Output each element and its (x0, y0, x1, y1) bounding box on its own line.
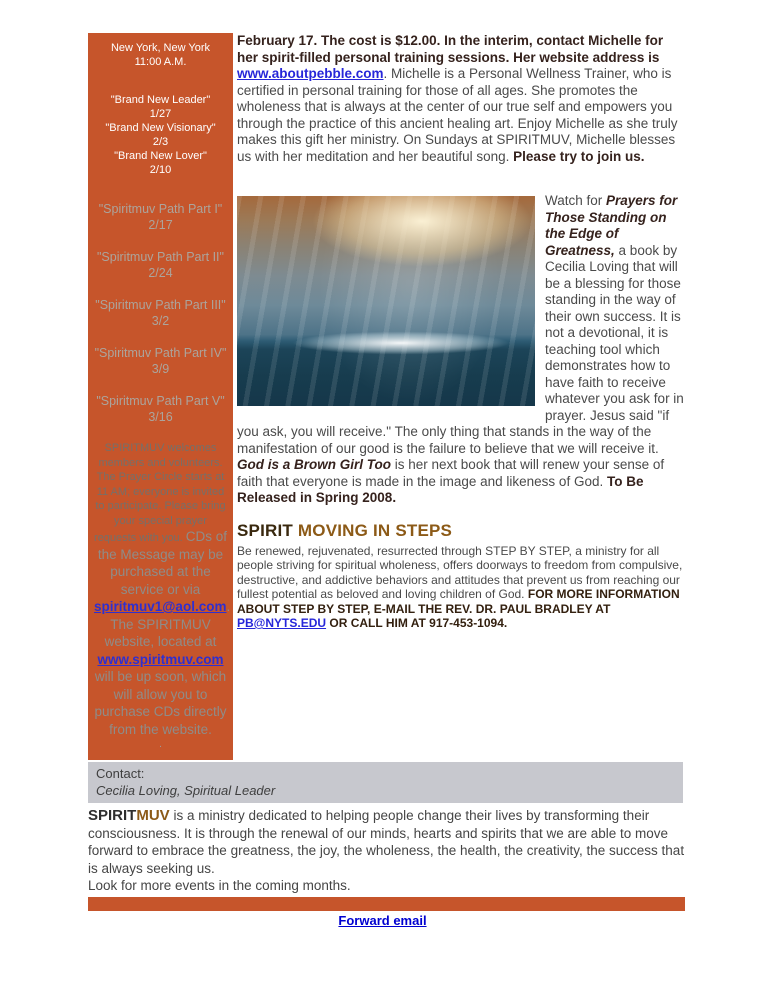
intro-closing-bold: Please try to join us. (513, 148, 645, 164)
sidebar-welcome-paragraph (94, 441, 231, 738)
event-title: "Brand New Visionary" (105, 122, 216, 134)
book-title-1: Prayers for Those Standing on the Edge of Greatness, (545, 193, 678, 258)
sidebar-location: New York, New York (110, 42, 211, 54)
sidebar-events (94, 93, 227, 177)
website-pre-text: The SPIRITMUV website, located at (104, 616, 217, 649)
release-date-text: To Be Released in Spring 2008. (237, 473, 644, 505)
main-content (237, 33, 685, 631)
aboutpebble-link[interactable]: www.aboutpebble.com (237, 66, 384, 81)
event-title: "Spiritmuv Path Part V" (96, 394, 225, 408)
forward-email-row (0, 912, 765, 930)
contact-label: Contact: (96, 766, 145, 781)
spiritmuv-email-link[interactable]: spiritmuv1@aol.com (94, 599, 227, 614)
event-title: "Brand New Lover" (114, 150, 207, 162)
cds-text: CDs of the Message may be purchased at the service or via (97, 529, 227, 597)
steps-body-text: Be renewed, rejuvenated, resurrected through STEP BY STEP, a ministry for all people striving for spiritual wholeness, offers doorways to freedom from compulsive, destructive, and addictive behaviors and attitudes that prevent us from reaching our fullest potential as beloved and loving children of God. (237, 543, 683, 601)
steps-bold-2: OR CALL HIM AT 917-453-1094. (326, 616, 508, 630)
event-date: 3/16 (148, 410, 173, 424)
footer-more-events: Look for more events in the coming months. (88, 878, 351, 893)
intro-paragraph (237, 33, 685, 165)
intro-bold-text: February 17. The cost is $12.00. In the interim, contact Michelle for her spirit-filled personal training sessions. Her website address is (237, 33, 664, 65)
sidebar (88, 33, 233, 760)
steps-heading (237, 521, 685, 541)
book-paragraph (237, 193, 685, 507)
contact-name: Cecilia Loving, Spiritual Leader (96, 783, 276, 798)
welcome-text: SPIRITMUV welcomes members and volunteers. The Prayer Circle starts at 11 AM; everyone is invited to participate. Please bring your special prayer requests with you. (94, 442, 226, 544)
steps-paragraph (237, 544, 685, 631)
brand-muv: MUV (136, 807, 170, 824)
book-title-2: God is a Brown Girl Too (237, 457, 392, 472)
event-date: 2/10 (149, 164, 172, 176)
path-event (94, 297, 227, 329)
book-body-1: a book by Cecilia Loving that will be a blessing for those standing in the way of their own success. It is not a devotional, it is teaching tool which demonstrates how to have faith to receive whatever you ask for in prayer. Jesus said "if you ask, you will receive." The only thing that stands in the way of the manifestation of our good is the failure to believe that we will receive it. (237, 242, 684, 456)
website-post-text: will be up soon, which will allow you to purchase CDs directly from the website. (94, 669, 227, 737)
path-event (94, 345, 227, 377)
event-title: "Spiritmuv Path Part IV" (94, 346, 227, 360)
ocean-sunrays-photo (237, 196, 535, 406)
path-event (94, 393, 227, 425)
path-event (94, 249, 227, 281)
sidebar-path-events (94, 201, 227, 425)
path-event (94, 201, 227, 233)
event-date: 3/2 (151, 314, 170, 328)
contact-band (88, 762, 683, 803)
steps-heading-spirit: SPIRIT (237, 520, 293, 540)
event-title: "Spiritmuv Path Part III" (95, 298, 226, 312)
steps-bold-1: FOR MORE INFORMATION ABOUT STEP BY STEP, E-MAIL THE REV. DR. PAUL BRADLEY AT (237, 587, 680, 616)
book-body-2: is her next book that will renew your sense of faith that everyone is made in the image and likeness of God. (237, 457, 665, 489)
footer-paragraph (88, 807, 688, 895)
sidebar-footer-dot: . (159, 739, 162, 750)
forward-email-link[interactable]: Forward email (338, 913, 427, 928)
period: . (226, 599, 231, 614)
event-date: 2/17 (148, 218, 173, 232)
sidebar-time: 11:00 A.M. (134, 56, 187, 68)
event-title: "Spiritmuv Path Part I" (98, 202, 223, 216)
event-title: "Spiritmuv Path Part II" (97, 250, 224, 264)
event-date: 2/24 (148, 266, 173, 280)
brand-spirit: SPIRIT (88, 807, 137, 824)
event-title: "Brand New Leader" (110, 94, 211, 106)
steps-heading-rest: MOVING IN STEPS (293, 520, 453, 540)
bottom-orange-bar (88, 897, 685, 911)
nyts-email-link[interactable]: PB@NYTS.EDU (237, 616, 327, 630)
event-date: 3/9 (151, 362, 170, 376)
footer-body-text: is a ministry dedicated to helping people change their lives by transforming their consciousness. It is through the renewal of our minds, hearts and spirits that we are able to move forward to embrace the greatness, the joy, the wholeness, the health, the creativity, the success that is always seeking us. (88, 808, 685, 876)
watch-for-text: Watch for (545, 193, 607, 208)
intro-body-text: . Michelle is a Personal Wellness Trainer, who is certified in personal training for those of all ages. She promotes the wholeness that is always at the center of our true self and empowers you through the practice of this ancient healing art. Enjoy Michelle as she truly makes this gift her ministry. On Sundays at SPIRITMUV, Michelle blesses us with her meditation and her beautiful song. (237, 66, 678, 164)
spiritmuv-website-link[interactable]: www.spiritmuv.com (97, 651, 224, 667)
event-date: 2/3 (152, 136, 169, 148)
event-date: 1/27 (149, 108, 172, 120)
